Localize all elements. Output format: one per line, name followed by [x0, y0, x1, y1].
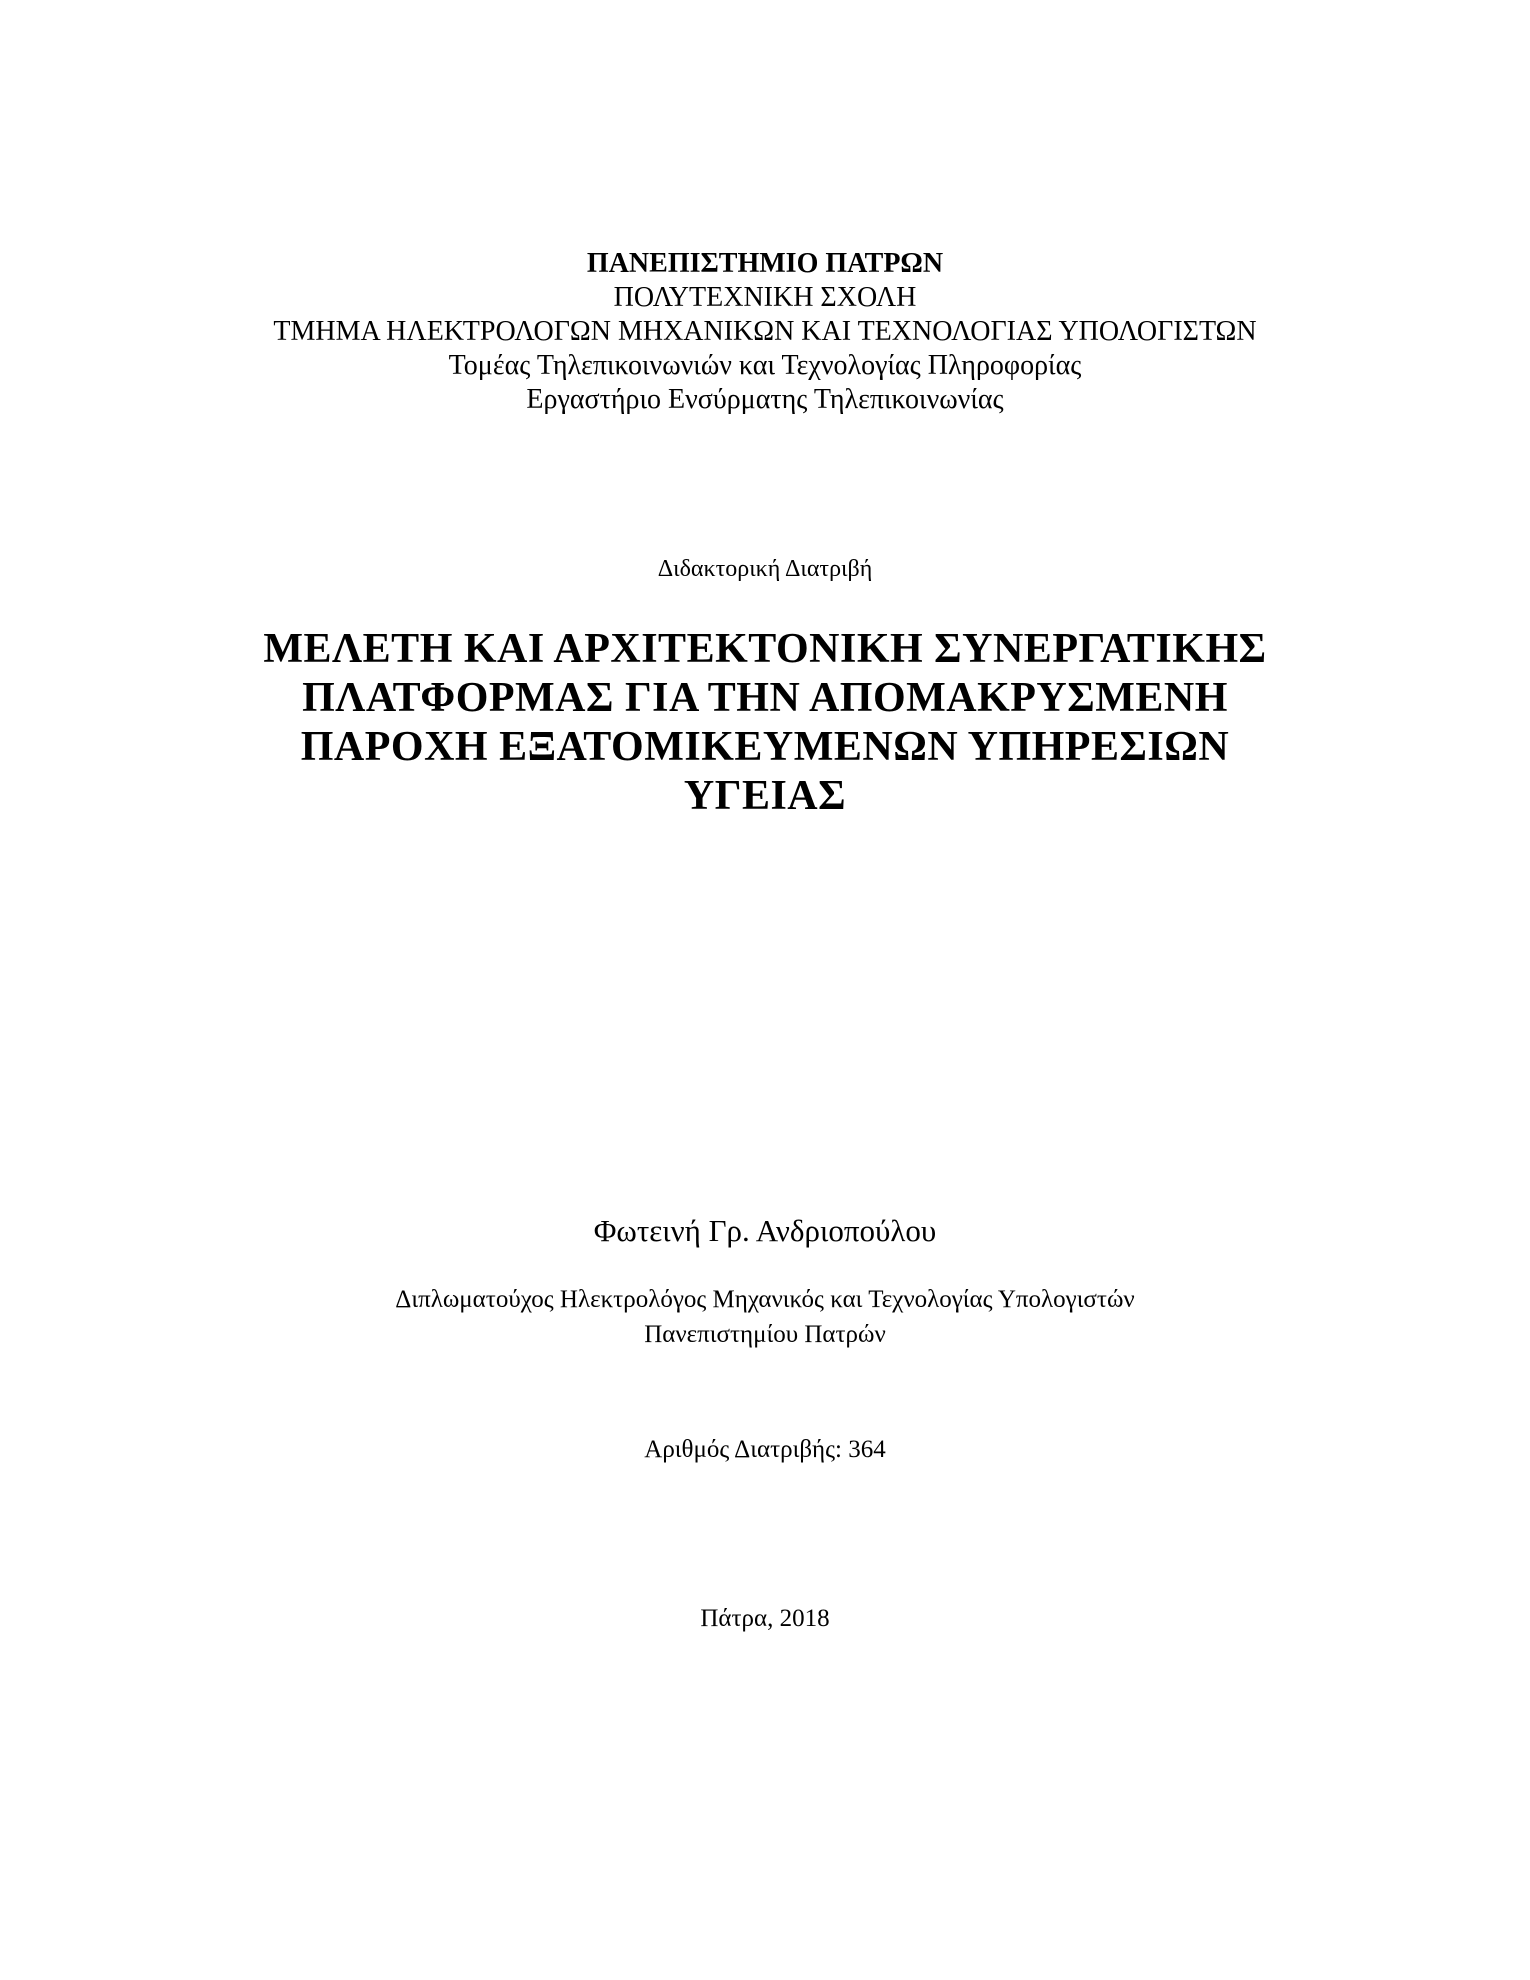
thesis-number: Αριθμός Διατριβής: 364	[644, 1436, 886, 1463]
author-affiliation-line-2: Πανεπιστημίου Πατρών	[644, 1321, 886, 1348]
place-and-date: Πάτρα, 2018	[700, 1605, 830, 1632]
author-affiliation-line-1: Διπλωματούχος Ηλεκτρολόγος Μηχανικός και Τεχνολογίας Υπολογιστών	[395, 1286, 1135, 1313]
thesis-title-line-3: ΠΑΡΟΧΗ ΕΞΑΤΟΜΙΚΕΥΜΕΝΩΝ ΥΠΗΡΕΣΙΩΝ	[300, 724, 1230, 770]
university-name: ΠΑΝΕΠΙΣΤΗΜΙΟ ΠΑΤΡΩΝ	[586, 248, 944, 279]
school-name: ΠΟΛΥΤΕΧΝΙΚΗ ΣΧΟΛΗ	[613, 282, 917, 313]
laboratory-name: Εργαστήριο Ενσύρματης Τηλεπικοινωνίας	[526, 384, 1004, 415]
department-name: ΤΜΗΜΑ ΗΛΕΚΤΡΟΛΟΓΩΝ ΜΗΧΑΝΙΚΩΝ ΚΑΙ ΤΕΧΝΟΛΟΓΙΑΣ ΥΠΟΛΟΓΙΣΤΩΝ	[273, 316, 1257, 347]
division-name: Τομέας Τηλεπικοινωνιών και Τεχνολογίας Πληροφορίας	[448, 350, 1082, 381]
thesis-title-line-2: ΠΛΑΤΦΟΡΜΑΣ ΓΙΑ ΤΗΝ ΑΠΟΜΑΚΡΥΣΜΕΝΗ	[302, 675, 1228, 721]
thesis-title-line-4: ΥΓΕΙΑΣ	[683, 773, 847, 819]
author-name: Φωτεινή Γρ. Ανδριοπούλου	[593, 1213, 937, 1248]
thesis-title-line-1: ΜΕΛΕΤΗ ΚΑΙ ΑΡΧΙΤΕΚΤΟΝΙΚΗ ΣΥΝΕΡΓΑΤΙΚΗΣ	[263, 626, 1267, 672]
document-type: Διδακτορική Διατριβή	[657, 556, 873, 582]
